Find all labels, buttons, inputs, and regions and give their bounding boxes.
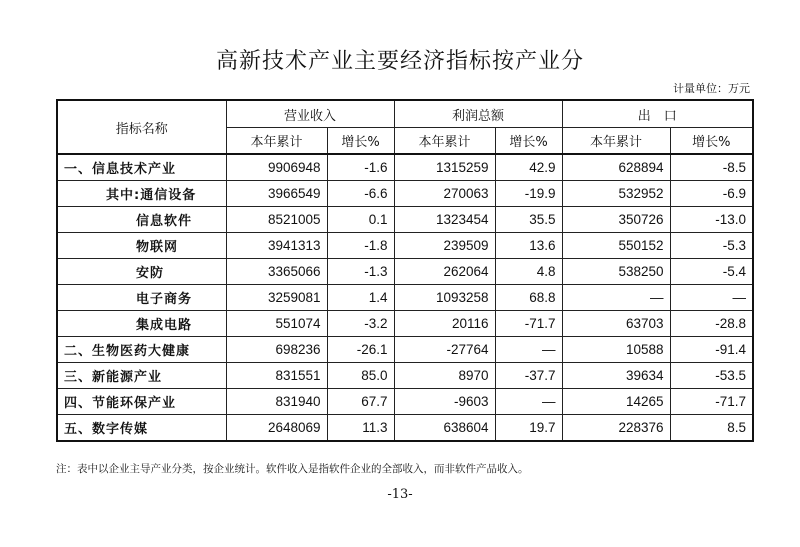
cell-value: 638604 (394, 415, 495, 442)
group-header-profit: 利润总额 (394, 100, 562, 128)
cell-value: 63703 (562, 311, 670, 337)
cell-value: — (495, 337, 562, 363)
cell-value: -6.6 (327, 181, 394, 207)
cell-value: 67.7 (327, 389, 394, 415)
cell-value: — (670, 285, 753, 311)
cell-value: 1.4 (327, 285, 394, 311)
cell-value: 228376 (562, 415, 670, 442)
cell-value: -6.9 (670, 181, 753, 207)
sub-header: 本年累计 (562, 128, 670, 155)
indicator-header: 指标名称 (57, 100, 226, 154)
table-row (57, 207, 753, 233)
cell-value: 19.7 (495, 415, 562, 442)
cell-value: — (495, 389, 562, 415)
cell-value: 1093258 (394, 285, 495, 311)
cell-value: -91.4 (670, 337, 753, 363)
row-label: 三、新能源产业 (57, 363, 226, 389)
page-number: -13- (387, 487, 413, 502)
table-row (57, 181, 753, 207)
cell-value: 20116 (394, 311, 495, 337)
table-row (57, 415, 753, 442)
cell-value: -1.8 (327, 233, 394, 259)
cell-value: -5.4 (670, 259, 753, 285)
cell-value: 3966549 (226, 181, 327, 207)
table-row (57, 363, 753, 389)
cell-value: 39634 (562, 363, 670, 389)
row-label: 四、节能环保产业 (57, 389, 226, 415)
cell-value: 9906948 (226, 154, 327, 181)
cell-value: 239509 (394, 233, 495, 259)
cell-value: -53.5 (670, 363, 753, 389)
indicator-table (56, 99, 754, 442)
cell-value: -27764 (394, 337, 495, 363)
cell-value: 1315259 (394, 154, 495, 181)
cell-value: 262064 (394, 259, 495, 285)
cell-value: — (562, 285, 670, 311)
group-header-revenue: 营业收入 (226, 100, 394, 128)
row-label: 一、信息技术产业 (57, 154, 226, 181)
table-row (57, 389, 753, 415)
cell-value: 831551 (226, 363, 327, 389)
cell-value: 3259081 (226, 285, 327, 311)
unit-label: 计量单位：万元 (673, 82, 750, 95)
cell-value: 14265 (562, 389, 670, 415)
cell-value: 628894 (562, 154, 670, 181)
cell-value: 2648069 (226, 415, 327, 442)
cell-value: -9603 (394, 389, 495, 415)
cell-value: 8970 (394, 363, 495, 389)
cell-value: 532952 (562, 181, 670, 207)
group-header-export: 出 口 (562, 100, 753, 128)
sub-header: 本年累计 (226, 128, 327, 155)
cell-value: 698236 (226, 337, 327, 363)
page-title: 高新技术产业主要经济指标按产业分 (215, 49, 584, 74)
cell-value: 350726 (562, 207, 670, 233)
row-label: 二、生物医药大健康 (57, 337, 226, 363)
cell-value: -1.3 (327, 259, 394, 285)
sub-header: 本年累计 (394, 128, 495, 155)
sub-header: 增长% (670, 128, 753, 155)
cell-value: -8.5 (670, 154, 753, 181)
table-row (57, 337, 753, 363)
sub-header: 增长% (327, 128, 394, 155)
cell-value: 68.8 (495, 285, 562, 311)
cell-value: -26.1 (327, 337, 394, 363)
cell-value: -71.7 (495, 311, 562, 337)
cell-value: 831940 (226, 389, 327, 415)
table-row (57, 259, 753, 285)
sub-header: 增长% (495, 128, 562, 155)
cell-value: 8521005 (226, 207, 327, 233)
header-row-groups (57, 100, 753, 128)
footnote: 注：表中以企业主导产业分类，按企业统计。软件收入是指软件企业的全部收入，而非软件产品收入。 (56, 463, 529, 475)
cell-value: 8.5 (670, 415, 753, 442)
cell-value: -71.7 (670, 389, 753, 415)
cell-value: 551074 (226, 311, 327, 337)
cell-value: 3941313 (226, 233, 327, 259)
cell-value: -37.7 (495, 363, 562, 389)
row-label: 电子商务 (57, 285, 226, 311)
table-row (57, 233, 753, 259)
cell-value: 4.8 (495, 259, 562, 285)
cell-value: 85.0 (327, 363, 394, 389)
cell-value: 550152 (562, 233, 670, 259)
row-label: 信息软件 (57, 207, 226, 233)
cell-value: -3.2 (327, 311, 394, 337)
table-row (57, 154, 753, 181)
cell-value: 13.6 (495, 233, 562, 259)
table-row (57, 311, 753, 337)
row-label: 其中:通信设备 (57, 181, 226, 207)
table-row (57, 285, 753, 311)
row-label: 集成电路 (57, 311, 226, 337)
cell-value: 3365066 (226, 259, 327, 285)
cell-value: -13.0 (670, 207, 753, 233)
cell-value: 42.9 (495, 154, 562, 181)
row-label: 安防 (57, 259, 226, 285)
cell-value: 35.5 (495, 207, 562, 233)
cell-value: -5.3 (670, 233, 753, 259)
row-label: 五、数字传媒 (57, 415, 226, 442)
cell-value: 11.3 (327, 415, 394, 442)
cell-value: -19.9 (495, 181, 562, 207)
cell-value: 270063 (394, 181, 495, 207)
cell-value: 0.1 (327, 207, 394, 233)
cell-value: 10588 (562, 337, 670, 363)
row-label: 物联网 (57, 233, 226, 259)
cell-value: -28.8 (670, 311, 753, 337)
cell-value: 1323454 (394, 207, 495, 233)
cell-value: -1.6 (327, 154, 394, 181)
cell-value: 538250 (562, 259, 670, 285)
